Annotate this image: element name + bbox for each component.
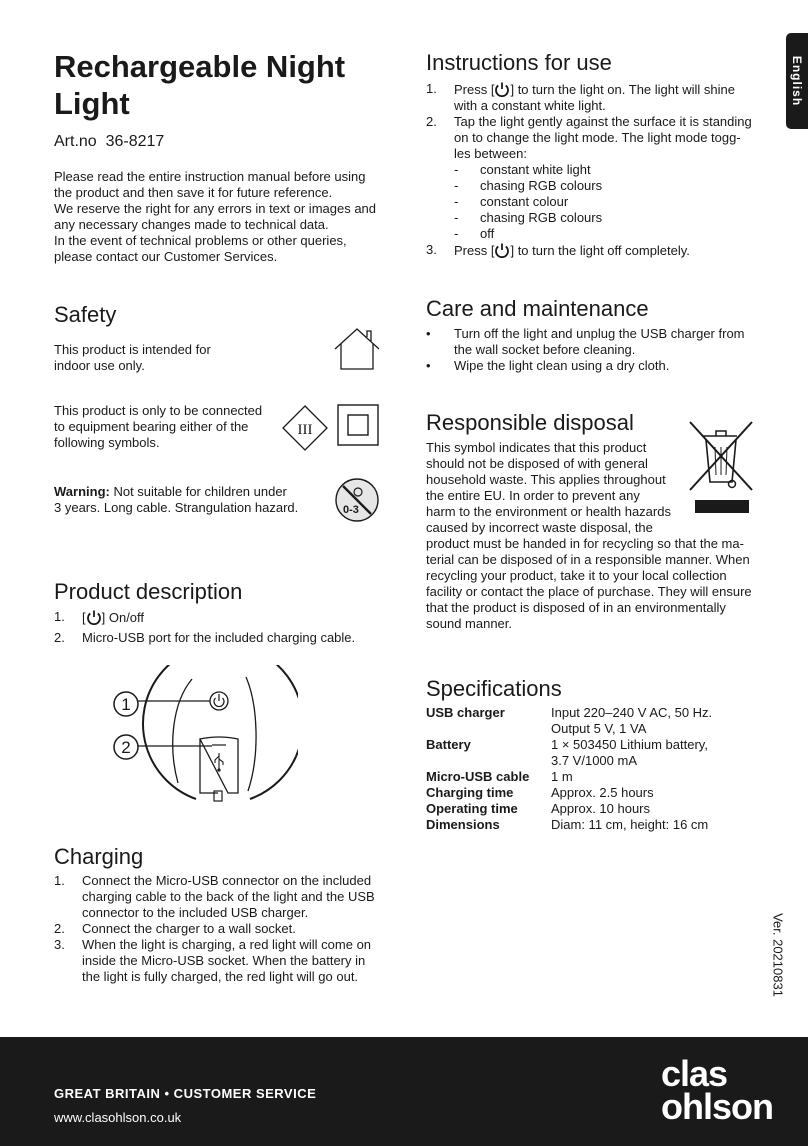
- power-icon: [494, 242, 510, 258]
- specifications-heading: Specifications: [426, 676, 562, 701]
- version-label: Ver. 20210831: [770, 913, 786, 997]
- customer-service-label: GREAT BRITAIN • CUSTOMER SERVICE: [54, 1086, 317, 1101]
- power-icon: [494, 81, 510, 97]
- age-restriction-icon: [333, 476, 381, 524]
- intro-text: Please read the entire instruction manual before using the product and then save it for future reference. We reserve the right for any errors in text or images and any necessary changes made to technical data. In the event of technical problems or other queries, please contact our Customer Services.: [54, 169, 377, 264]
- class-iii-icon: [281, 404, 329, 452]
- usb-icon: [215, 753, 223, 769]
- list-item: 3. When the light is charging, a red light will come on inside the Micro-USB socket. When the battery in the light is fully charged, the red light will go out.: [54, 937, 372, 984]
- page-title: Rechargeable Night Light: [54, 49, 346, 121]
- class-iii-label: III: [297, 422, 313, 438]
- language-tab: [786, 33, 808, 129]
- list-item: • Wipe the light clean using a dry cloth.: [426, 358, 670, 373]
- product-list: [54, 609, 355, 646]
- language-label: English: [790, 55, 804, 107]
- care-list: [426, 326, 745, 374]
- list-item: 3. Press [ ] to turn the light off completely.: [426, 242, 690, 258]
- age-label: 0-3: [343, 504, 359, 516]
- disposal-heading: Responsible disposal: [426, 410, 634, 435]
- power-icon: [86, 609, 102, 625]
- mode-item: - chasing RGB colours: [454, 178, 603, 193]
- safety-heading: Safety: [54, 302, 117, 327]
- list-item: 1. [ ] On/off: [54, 609, 145, 625]
- care-heading: Care and maintenance: [426, 296, 649, 321]
- weee-bin-icon: [686, 418, 756, 516]
- instructions-heading: Instructions for use: [426, 50, 612, 75]
- product-heading: Product description: [54, 579, 243, 604]
- class-ii-icon: [337, 404, 379, 446]
- list-item: • Turn off the light and unplug the USB charger from the wall socket before cleaning.: [426, 326, 745, 357]
- product-diagram: [108, 665, 298, 807]
- mode-item: - constant white light: [454, 162, 591, 177]
- brand-logo: clas ohlson: [661, 1053, 773, 1127]
- list-item: 2. Micro-USB port for the included charging cable.: [54, 630, 356, 645]
- mode-item: - off: [454, 226, 495, 241]
- disposal-text: This symbol indicates that this product should not be disposed of with general household waste. This applies throughout the entire EU. In order to prevent any harm to the environment or health hazards caused by incorrect waste disposal, the product must be handed in for recycling so that the ma- terial can be disposed of in a responsible manner. When recycling your product, take it to your local collection facility or contact the place of purchase. They will ensure that the product is disposed of in an environmentally sound manner.: [426, 440, 752, 631]
- charging-list: [54, 873, 375, 985]
- svg-text:1: 1: [121, 695, 131, 714]
- instructions-list: [426, 81, 752, 259]
- footer: [0, 1037, 808, 1146]
- mode-item: - chasing RGB colours: [454, 210, 603, 225]
- indoor-text: This product is intended for indoor use only.: [54, 342, 211, 373]
- list-item: 2. Connect the charger to a wall socket.: [54, 921, 296, 936]
- indoor-house-icon: [331, 326, 383, 372]
- charging-heading: Charging: [54, 844, 144, 869]
- svg-text:2: 2: [121, 738, 131, 757]
- list-item: 1. Connect the Micro-USB connector on the included charging cable to the back of the light and the USB connector to the included USB charger.: [54, 873, 375, 920]
- article-number: Art.no 36-8217: [54, 133, 165, 150]
- warning-text: Warning: Not suitable for children under 3 years. Long cable. Strangulation hazard.: [54, 484, 299, 515]
- list-item: 1. Press [ ] to turn the light on. The light will shine with a constant white light.: [426, 81, 735, 113]
- mode-item: - constant colour: [454, 194, 569, 209]
- connect-text: This product is only to be connected to equipment bearing either of the following symbols.: [54, 403, 263, 450]
- website-link[interactable]: www.clasohlson.co.uk: [54, 1110, 182, 1125]
- list-item: 2. Tap the light gently against the surface it is standing on to change the light mode. The light mode togg- les between:: [426, 114, 752, 161]
